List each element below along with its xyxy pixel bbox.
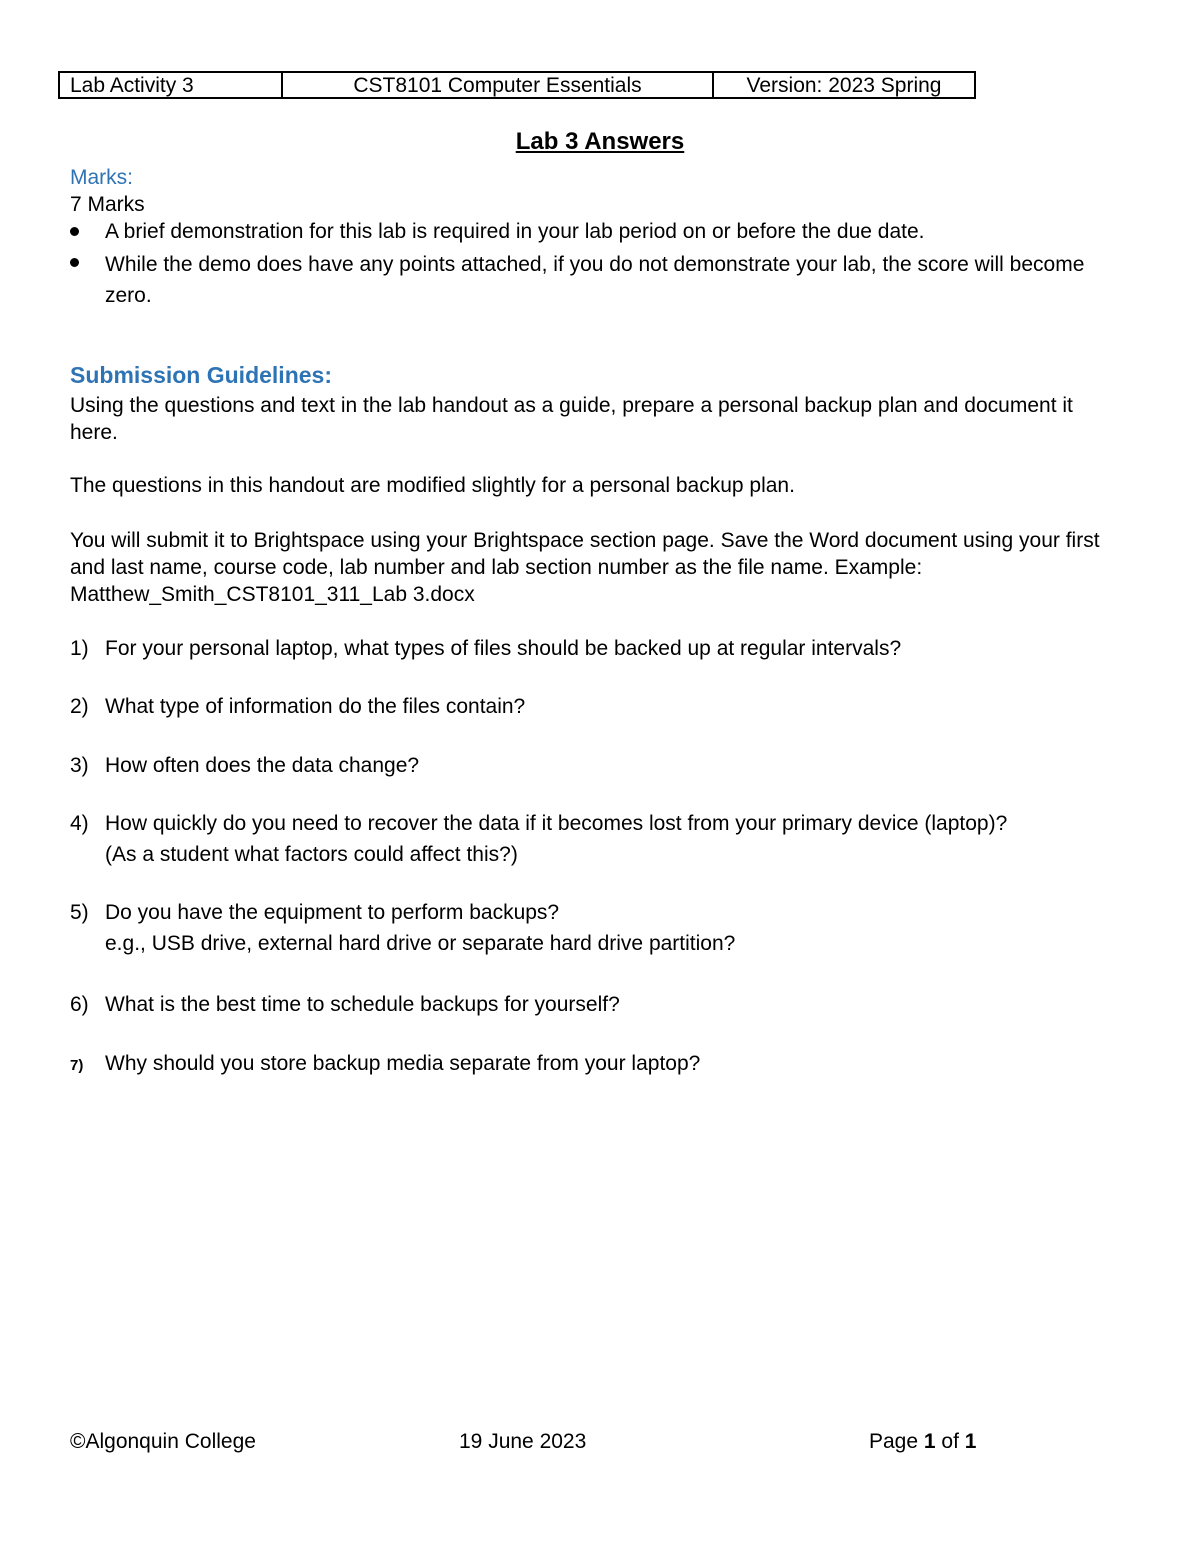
- question-text: How often does the data change?: [105, 754, 420, 777]
- bullet-icon: [70, 258, 79, 267]
- question-text: Why should you store backup media separate from your laptop?: [105, 1052, 701, 1075]
- page-title: Lab 3 Answers: [515, 128, 685, 155]
- marks-value: 7 Marks: [70, 193, 145, 216]
- question-note: e.g., USB drive, external hard drive or separate hard drive partition?: [105, 932, 736, 955]
- page-total: 1: [964, 1430, 977, 1453]
- footer-date: 19 June 2023: [459, 1430, 587, 1453]
- header-version: Version: 2023 Spring: [746, 73, 942, 97]
- page-prefix: Page: [869, 1430, 924, 1453]
- question-number: 5): [70, 901, 89, 924]
- marks-label: Marks:: [70, 166, 133, 189]
- header-course: CST8101 Computer Essentials: [283, 73, 714, 97]
- bullet-text: A brief demonstration for this lab is required in your lab period on or before the due date.: [105, 220, 925, 243]
- question-text: Do you have the equipment to perform backups?: [105, 901, 560, 924]
- question-number: 7): [70, 1057, 84, 1074]
- bullet-icon: [70, 227, 79, 236]
- question-text: What is the best time to schedule backups for yourself?: [105, 993, 620, 1016]
- list-item: [70, 249, 1130, 311]
- submission-paragraph: Using the questions and text in the lab handout as a guide, prepare a personal backup plan and document it here.: [70, 394, 1073, 444]
- submission-paragraph: The questions in this handout are modified slightly for a personal backup plan.: [70, 474, 795, 497]
- question-text: For your personal laptop, what types of files should be backed up at regular intervals?: [105, 637, 902, 660]
- bullet-text: While the demo does have any points attached, if you do not demonstrate your lab, the score will become zero.: [105, 253, 1085, 307]
- question-number: 3): [70, 754, 89, 777]
- question-number: 1): [70, 637, 89, 660]
- footer-copyright: ©Algonquin College: [70, 1430, 256, 1453]
- list-item: [70, 218, 1130, 245]
- footer-page-number: [869, 1428, 976, 1455]
- header-table: [58, 71, 976, 99]
- page-current: 1: [923, 1430, 936, 1453]
- requirements-list: [70, 218, 1130, 315]
- question-number: 4): [70, 812, 89, 835]
- question-text: What type of information do the files contain?: [105, 695, 526, 718]
- page-mid: of: [935, 1430, 965, 1453]
- question-number: 2): [70, 695, 89, 718]
- submission-heading: Submission Guidelines:: [70, 362, 332, 388]
- question-text: How quickly do you need to recover the data if it becomes lost from your primary device (laptop)?: [105, 812, 1008, 835]
- submission-paragraph: You will submit it to Brightspace using your Brightspace section page. Save the Word document using your first and last name, course code, lab number and lab section number as the file name. Example: Matthew_Smith_CST8101_311_Lab 3.docx: [70, 529, 1100, 606]
- question-number: 6): [70, 993, 89, 1016]
- header-activity: Lab Activity 3: [60, 73, 283, 97]
- question-note: (As a student what factors could affect this?): [105, 843, 518, 866]
